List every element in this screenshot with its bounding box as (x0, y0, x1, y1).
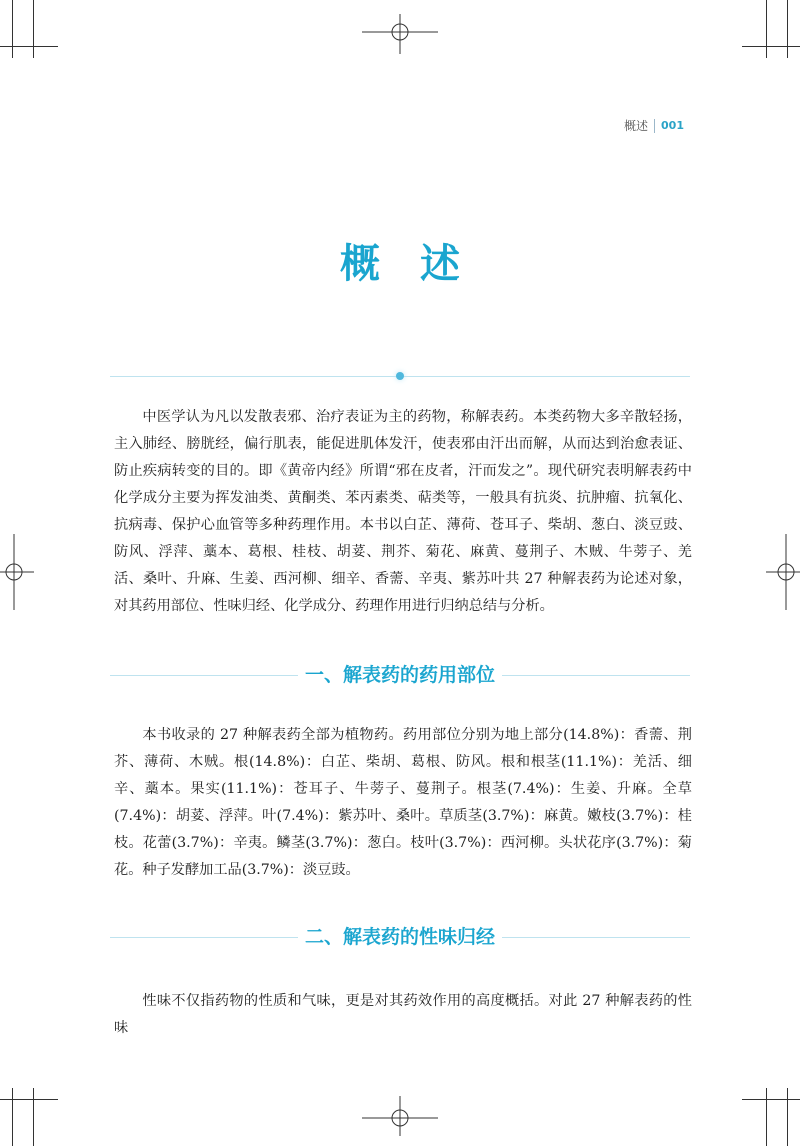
crop-mark (787, 0, 788, 58)
registration-mark-bottom (362, 1096, 438, 1136)
crop-mark (742, 1099, 800, 1100)
section-heading-2 (110, 922, 690, 952)
section-2-paragraph: 性味不仅指药物的性质和气味，更是对其药效作用的高度概括。对此 27 种解表药的性味 (114, 993, 692, 1036)
divider-ornament (396, 372, 404, 380)
registration-mark-top (362, 14, 438, 54)
section-1-paragraph: 本书收录的 27 种解表药全部为植物药。药用部位分别为地上部分(14.8%)：香薷、荆芥、薄荷、木贼。根(14.8%)：白芷、柴胡、葛根、防风。根和根茎(11.1%)：羌活、细辛、藁本。果实(11.1%)：苍耳子、牛蒡子、蔓荆子。根茎(7.4%)：生姜、升麻。全草(7.4%)：胡荽、浮萍。叶(7.4%)：紫苏叶、桑叶。草质茎(3.7%)：麻黄。嫩枝(3.7%)：桂枝。花蕾(3.7%)：辛夷。鳞茎(3.7%)：葱白。枝叶(3.7%)：西河柳。头状花序(3.7%)：菊花。种子发酵加工品(3.7%)：淡豆豉。 (114, 727, 692, 878)
crop-mark (12, 1088, 13, 1146)
crop-mark (33, 0, 34, 58)
section-heading-1 (110, 660, 690, 690)
crop-mark (33, 1088, 34, 1146)
crop-mark (12, 0, 13, 58)
registration-mark-right (766, 534, 800, 610)
crop-mark (787, 1088, 788, 1146)
section-title-2: 二、解表药的性味归经 (304, 926, 495, 948)
crop-mark (0, 1099, 58, 1100)
section-title-1: 一、解表药的药用部位 (304, 664, 495, 686)
crop-mark (766, 1088, 767, 1146)
crop-mark (0, 46, 58, 47)
intro-paragraph: 中医学认为凡以发散表邪、治疗表证为主的药物，称解表药。本类药物大多辛散轻扬，主入肺经、膀胱经，偏行肌表，能促进肌体发汗，使表邪由汗出而解，从而达到治愈表证、防止疾病转变的目的。即《黄帝内经》所谓“邪在皮者，汗而发之”。现代研究表明解表药中化学成分主要为挥发油类、黄酮类、苯丙素类、萜类等，一般具有抗炎、抗肿瘤、抗氧化、抗病毒、保护心血管等多种药理作用。本书以白芷、薄荷、苍耳子、柴胡、葱白、淡豆豉、防风、浮萍、藁本、葛根、桂枝、胡荽、荆芥、菊花、麻黄、蔓荆子、木贼、牛蒡子、羌活、桑叶、升麻、生姜、西河柳、细辛、香薷、辛夷、紫苏叶共 27 种解表药为论述对象，对其药用部位、性味归经、化学成分、药理作用进行归纳总结与分析。 (114, 409, 692, 614)
crop-mark (766, 0, 767, 58)
crop-mark (742, 46, 800, 47)
running-head (624, 117, 684, 134)
running-head-separator (654, 119, 655, 133)
registration-mark-left (0, 534, 34, 610)
chapter-title: 概述 (340, 241, 500, 287)
page-number: 001 (661, 119, 684, 132)
running-head-label: 概述 (624, 119, 649, 133)
